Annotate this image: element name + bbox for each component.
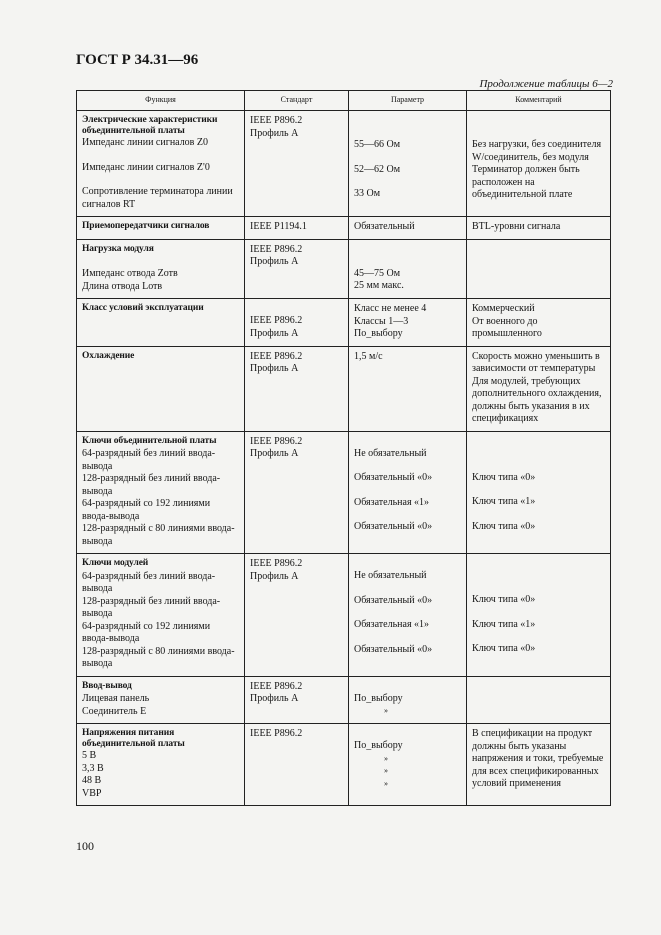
standard-item: Профиль А [250,256,299,267]
ditto-mark: » [384,753,388,763]
parameter-item: 45—75 Ом [354,267,401,279]
comment-item: Ключ типа «0» [472,520,536,532]
comment-cell [467,554,611,677]
comment-cell [467,431,611,554]
function-cell [77,239,245,299]
function-item: Сопротивление терминатора линии сигналов RT [82,186,233,210]
function-item: 64-разрядный без линий ввода-вывода [82,570,216,594]
ditto-mark: » [384,706,388,715]
function-cell [77,346,245,431]
comment-item: W/соединитель, без модуля [472,151,589,163]
parameter-cell [349,724,467,806]
page-number: 100 [76,839,94,853]
section-title: Приемопередатчики сигналов [82,221,210,231]
function-cell [77,724,245,806]
standard-cell [245,299,349,347]
parameter-item: 1,5 м/с [354,350,383,362]
standard-item: IEEE P896.2 [250,350,303,362]
parameter-item: Обязательный [354,221,415,232]
parameter-cell [349,346,467,431]
comment-cell [467,346,611,431]
function-cell [77,431,245,554]
table-row [77,299,611,347]
function-cell [77,676,245,724]
function-item: Лицевая панель [82,693,150,704]
parameter-item: 52—62 Ом [354,163,401,175]
function-cell [77,299,245,347]
parameter-item: По_выбору [354,740,403,751]
function-item: 3,3 В [82,762,104,774]
comment-item: Коммерческий [472,303,535,314]
section-title: Класс условий эксплуатации [82,303,204,313]
standard-cell [245,346,349,431]
table-row [77,111,611,217]
header-function: Функция [77,91,245,111]
standard-cell [245,111,349,217]
comment-cell [467,111,611,217]
section-title: Ввод-вывод [82,680,132,691]
header-comment: Комментарий [467,91,611,111]
parameter-item: Класс не менее 4 [354,303,427,314]
comment-item: Без нагрузки, без соединителя [472,139,602,150]
parameter-item: Обязательный «0» [354,521,433,532]
table-row [77,239,611,299]
function-item: 64-разрядный без линий ввода-вывода [82,448,216,472]
table-row [77,724,611,806]
parameter-item: 55—66 Ом [354,139,401,150]
function-cell [77,217,245,240]
table-row [77,676,611,724]
table-row [77,431,611,554]
comment-item: Ключ типа «0» [472,471,536,483]
function-item: Длина отвода Lотв [82,280,163,292]
standard-cell [245,239,349,299]
standard-item: IEEE P896.2 [250,435,303,447]
function-cell [77,111,245,217]
standard-item: Профиль А [250,570,299,582]
comment-cell [467,724,611,806]
function-item: 64-разрядный со 192 линиями ввода-вывода [82,498,211,522]
function-item: Импеданс линии сигналов Z'0 [82,161,210,173]
table-row [77,217,611,240]
function-item: 5 В [82,750,97,761]
parameter-item: Обязательная «1» [354,496,430,508]
standard-cell [245,217,349,240]
parameter-item: Обязательная «1» [354,619,430,630]
parameter-item: Не обязательный [354,447,427,459]
function-cell [77,554,245,677]
function-item: 128-разрядный с 80 линиями ввода-вывода [82,645,235,669]
parameter-cell [349,299,467,347]
comment-item: Ключ типа «0» [472,594,536,605]
parameter-item: Классы 1—3 [354,315,409,327]
table-body [77,111,611,806]
comment-cell [467,217,611,240]
comment-item: Ключ типа «1» [472,618,536,630]
ditto-mark: » [384,766,388,775]
section-title: Ключи модулей [82,558,149,568]
standard-item: IEEE P896.2 [250,728,303,739]
parameter-item: Обязательный «0» [354,472,433,483]
parameter-item: Обязательный «0» [354,643,433,655]
comment-cell [467,299,611,347]
function-item: Импеданс отвода Zотв [82,268,178,279]
comment-item: Ключ типа «0» [472,643,536,654]
function-item: 48 В [82,775,102,786]
standard-item: IEEE P896.2 [250,558,303,569]
standard-cell [245,676,349,724]
standard-item: IEEE P896.2 [250,243,303,255]
comment-item: Скорость можно уменьшить в зависимости от температуры [472,350,600,374]
section-title: Охлаждение [82,350,135,361]
comment-item: Ключ типа «1» [472,496,536,507]
standard-item: Профиль А [250,327,299,339]
standard-item: IEEE P896.2 [250,680,303,692]
table-continuation-label: Продолжение таблицы 6—2 [479,78,613,90]
section-title: Электрические характеристики объединительной платы [82,115,218,136]
comment-cell [467,676,611,724]
standard-item: IEEE P896.2 [250,315,303,326]
standard-item: Профиль А [250,448,299,459]
spec-table [76,90,611,806]
parameter-cell [349,554,467,677]
function-item: 128-разрядный с 80 линиями ввода-вывода [82,523,235,547]
function-item: 64-разрядный со 192 линиями ввода-вывода [82,620,211,644]
standard-item: IEEE P1194.1 [250,221,307,232]
table-row [77,346,611,431]
parameter-item: По_выбору [354,328,403,339]
comment-item: Для модулей, требующих дополнительного охлаждения, должны быть указания в их спецификациях [472,375,602,424]
parameter-cell [349,676,467,724]
header-parameter: Параметр [349,91,467,111]
function-item: VBP [82,787,102,799]
standard-item: Профиль А [250,127,299,139]
comment-item: От военного до промышленного [472,315,542,339]
comment-cell [467,239,611,299]
header-standard: Стандарт [245,91,349,111]
comment-item: В спецификации на продукт должны быть указаны напряжения и токи, требуемые для всех спецификированных условий применения [472,728,604,789]
section-title: Нагрузка модуля [82,243,154,254]
function-item: Импеданс линии сигналов Z0 [82,137,209,148]
standard-cell [245,554,349,677]
parameter-cell [349,217,467,240]
parameter-item: Не обязательный [354,570,427,581]
table-row [77,554,611,677]
standard-item: Профиль А [250,363,299,374]
parameter-item: Обязательный «0» [354,594,433,606]
standard-item: IEEE P896.2 [250,115,303,126]
section-title: Ключи объединительной платы [82,435,217,446]
ditto-mark: » [384,778,388,788]
section-title: Напряжения питания объединительной платы [82,728,185,749]
function-item: 128-разрядный без линий ввода-вывода [82,473,221,497]
standard-item: Профиль А [250,693,299,704]
document-title: ГОСТ Р 34.31—96 [76,52,199,68]
comment-item: BTL-уровни сигнала [472,221,561,232]
standard-cell [245,431,349,554]
parameter-item: 25 мм макс. [354,280,404,291]
function-item: 128-разрядный без линий ввода-вывода [82,595,221,619]
parameter-cell [349,111,467,217]
parameter-cell [349,431,467,554]
table-header-row [77,91,611,111]
standard-cell [245,724,349,806]
comment-item: Терминатор должен быть расположен на объединительной плате [472,164,580,200]
parameter-item: По_выбору [354,692,403,704]
function-item: Соединитель Е [82,705,147,717]
parameter-item: 33 Ом [354,188,381,199]
parameter-cell [349,239,467,299]
